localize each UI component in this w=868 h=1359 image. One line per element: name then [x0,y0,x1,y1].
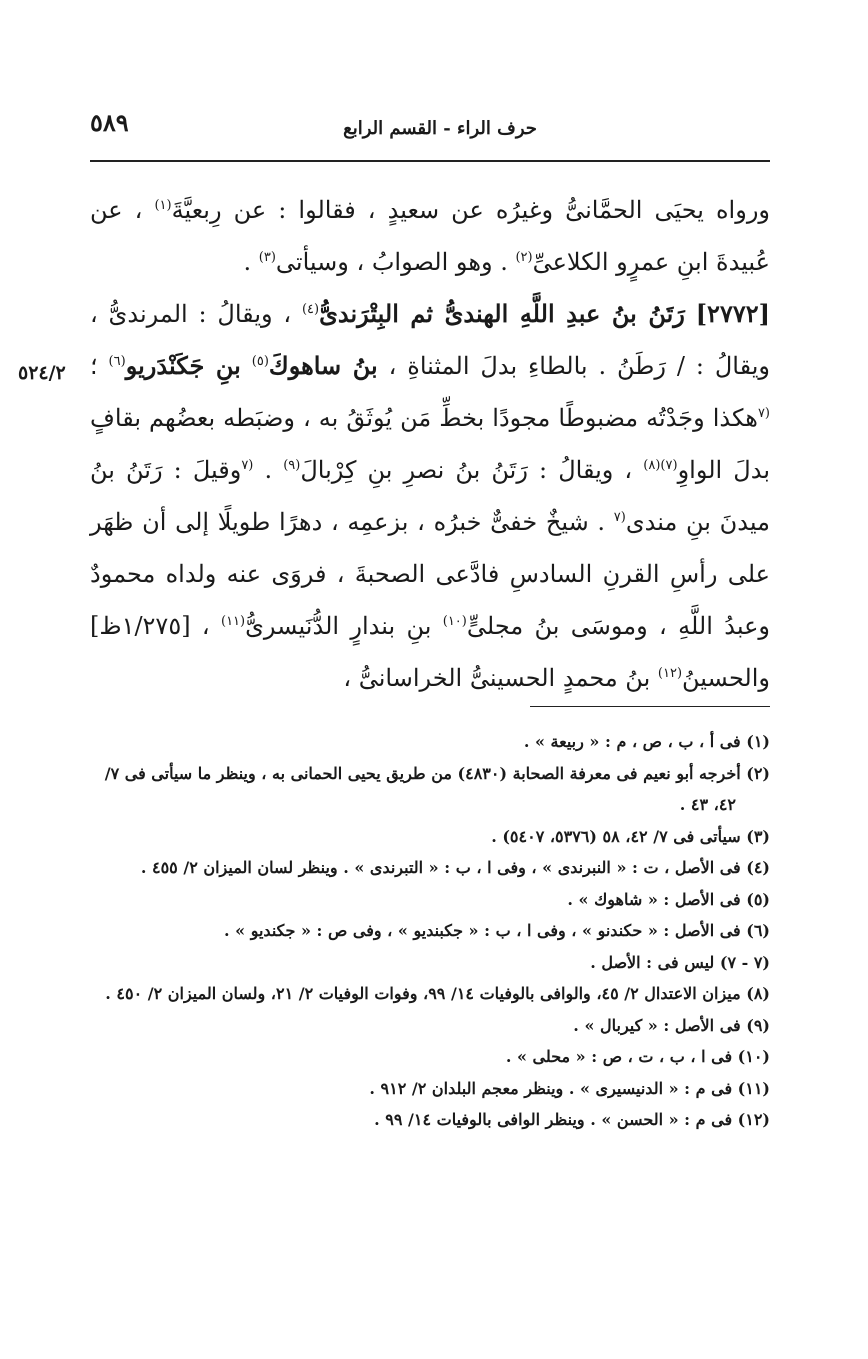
main-text [90,184,770,704]
running-head: حرف الراء - القسم الرابع [343,118,537,139]
text-run: . [243,248,252,276]
footnote-ref: (٧ [241,458,254,473]
footnote: (١) فى أ ، ب ، ص ، م : « ربيعة » . [523,732,770,751]
margin-note: ٥٢٤/٢ [18,362,66,384]
footnote: (٤) فى الأصل ، ت : « النبرندى » ، وفى ا ، ب : « التبرندى » . وينظر لسان الميزان ٢/ ٤٥٥ . [140,858,770,877]
footnote: (٧ - ٧) ليس فى : الأصل . [590,952,770,972]
text-run: هكذا وجَدْتُه مضبوطًا مجودًا بخطِّ مَن يُوثَقُ به ، وضبَطه بعضُهم بقافٍ بدلَ الواوِ [90,404,770,484]
footnotes [90,726,770,1136]
footnote: (١٠) فى ا ، ب ، ت ، ص : « محلى » . [505,1047,770,1066]
footnote-ref: (٤) [301,302,320,317]
text-run: ، عن عُبيدةَ ابنِ عمرٍو الكلاعىِّ [90,196,770,276]
paragraph-2 [90,288,770,704]
footnote-ref: (٣) [258,250,276,265]
entry-number: [٢٧٧٢] [695,299,770,328]
page-number: ٥٨٩ [90,108,129,137]
footnote: (٣) سيأتى فى ٧/ ٤٢، ٥٨ (٥٣٧٦، ٥٤٠٧) . [491,826,770,846]
text-run: وقيلَ : رَتَنُ بنُ ميدنَ بنِ مندى [90,456,770,536]
text-run: . [264,456,273,484]
footnote-ref: (٧ [613,510,626,525]
footnote-ref: (١١) [220,614,246,629]
footnote-ref: (٧ [757,406,770,421]
text-run: ؛ [90,352,98,380]
footnote: (٥) فى الأصل : « شاهوك » . [567,889,770,909]
footnote-ref: (١) [154,198,172,213]
footnote-rule [530,706,770,707]
entry-name: رَتَنُ بنُ عبدِ اللَّهِ الهندىُّ ثم البِتْرَندىُّ [319,299,685,328]
paragraph-1 [90,184,770,288]
footnote-ref: (١٠) [442,614,467,629]
footnote: (٢) أخرجه أبو نعيم فى معرفة الصحابة (٤٨٣٠) من طريق يحيى الحمانى به ، وينظر ما سيأتى فى ٧/ ٤٢، ٤٣ . [104,763,770,814]
footnote-ref: (٢) [515,250,533,265]
bold-name: بنِ جَكَنْدَريو [125,351,241,380]
footnote: (٨) ميزان الاعتدال ٢/ ٤٥، والوافى بالوفيات ١٤/ ٩٩، وفوات الوفيات ٢/ ٢١، ولسان الميزان ٢/ ٤٥٠ . [105,984,770,1003]
text-run: بنُ محمدٍ الحسينىُّ الخراسانىُّ ، [343,664,651,692]
text-run: ورواه يحيَى الحمَّانىُّ وغيرُه عن سعيدٍ ، فقالوا : عن رِبعيَّةَ [171,196,770,224]
footnote-ref: (٧)(٨) [643,458,678,473]
text-run: . شيخٌ خفىٌّ خبرُه ، بزعمِه ، دهرًا طويلًا إلى أن ظهَر على رأسِ القرنِ السادسِ فادَّعى الصحبةَ ، فروَى عنه ولداه محمودٌ وعبدُ اللَّهِ ، وموسَى بنُ مجلىٍّ [90,508,770,640]
text-run: . وهو الصوابُ ، وسيأتى [275,248,508,276]
text-run: ، ويقالُ : رَتَنُ بنُ نصرِ بنِ كِرْبالَ [300,456,633,484]
footnote-ref: (١٢) [657,666,683,681]
footnote: (١١) فى م : « الدنيسيرى » . وينظر معجم البلدان ٢/ ٩١٢ . [369,1078,770,1098]
text-run: ، ويقالُ : المرندىُّ ، ويقالُ : / رَطَنُ . بالطاءِ بدلَ المثناةِ ، [90,300,770,380]
text-run: ، [١/٢٧٥ظ] والحسينُ [90,612,770,692]
footnote: (١٢) فى م : « الحسن » . وينظر الوافى بالوفيات ١٤/ ٩٩ . [374,1110,770,1129]
footnote: (٦) فى الأصل : « حكندنو » ، وفى ا ، ب : « جكبنديو » ، وفى ص : « جكنديو » . [223,921,770,940]
text-run: بنِ بندارٍ الدُّنَيسرىُّ [245,612,432,640]
footnote-ref: (٥) [251,354,269,369]
footnote-ref: (٦) [108,354,126,369]
footnote: (٩) فى الأصل : « كيربال » . [573,1015,770,1035]
bold-name: بنُ ساهوكَ [268,351,378,380]
header-rule [90,160,770,162]
footnote-ref: (٩) [283,458,301,473]
